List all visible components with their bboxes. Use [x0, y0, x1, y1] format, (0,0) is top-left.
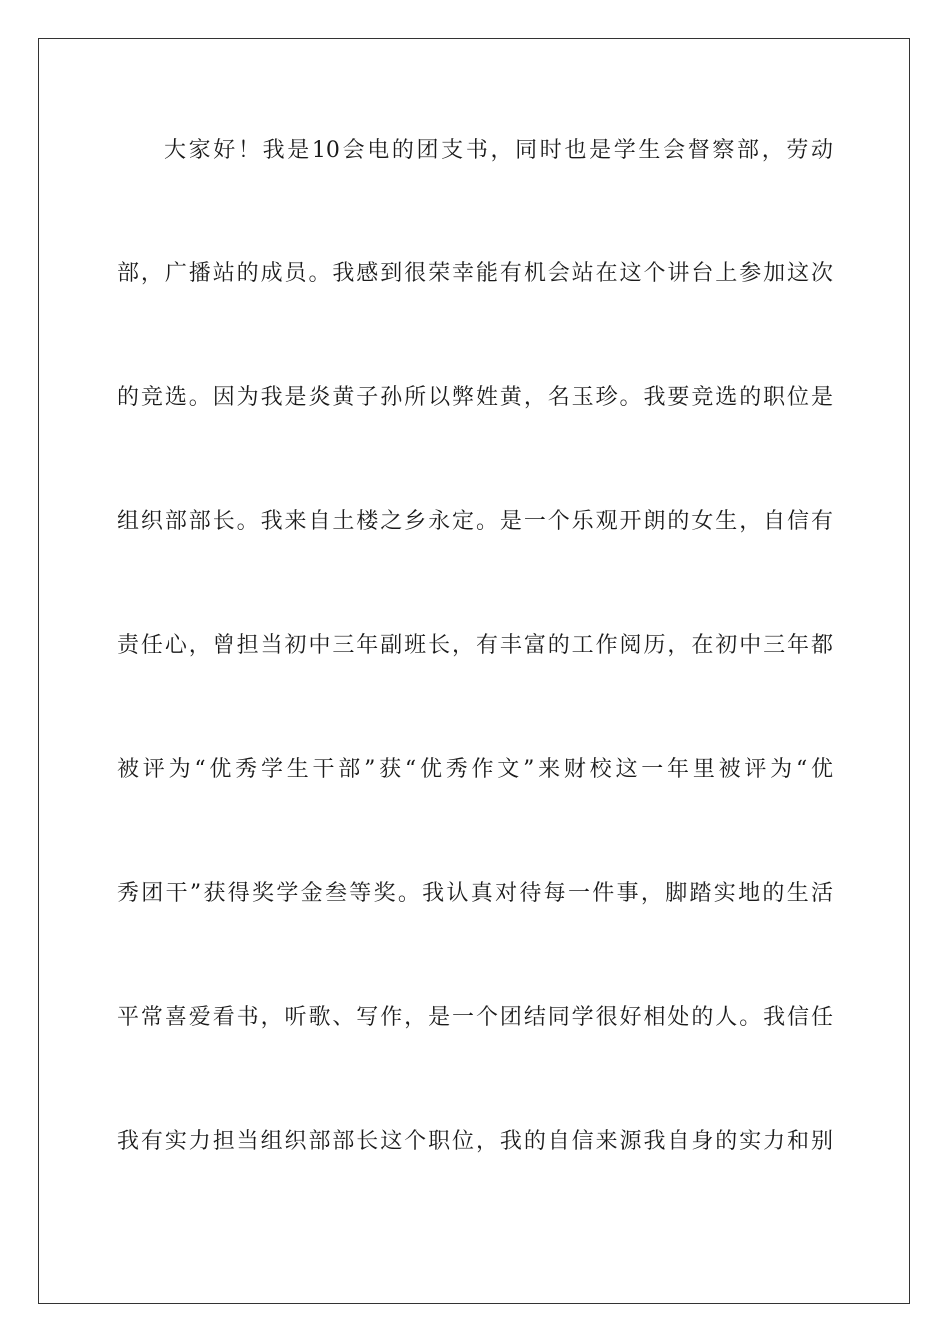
paragraph-line: 秀团干”获得奖学金叁等奖。我认真对待每一件事，脚踏实地的生活: [117, 881, 833, 906]
paragraph-line: 的竞选。因为我是炎黄子孙所以弊姓黄，名玉珍。我要竞选的职位是: [117, 385, 833, 410]
paragraph-line: 组织部部长。我来自土楼之乡永定。是一个乐观开朗的女生，自信有: [117, 509, 833, 534]
paragraph-line: 平常喜爱看书，听歌、写作，是一个团结同学很好相处的人。我信任: [117, 1005, 833, 1030]
paragraph-line: 责任心，曾担当初中三年副班长，有丰富的工作阅历，在初中三年都: [117, 633, 833, 658]
paragraph-line: 大家好！我是10会电的团支书，同时也是学生会督察部，劳动: [164, 138, 833, 163]
paragraph-line: 我有实力担当组织部部长这个职位，我的自信来源我自身的实力和别: [117, 1129, 833, 1154]
document-page: [38, 38, 910, 1304]
paragraph-line: 部，广播站的成员。我感到很荣幸能有机会站在这个讲台上参加这次: [117, 261, 833, 286]
paragraph-line: 被评为“优秀学生干部”获“优秀作文”来财校这一年里被评为“优: [117, 757, 833, 782]
